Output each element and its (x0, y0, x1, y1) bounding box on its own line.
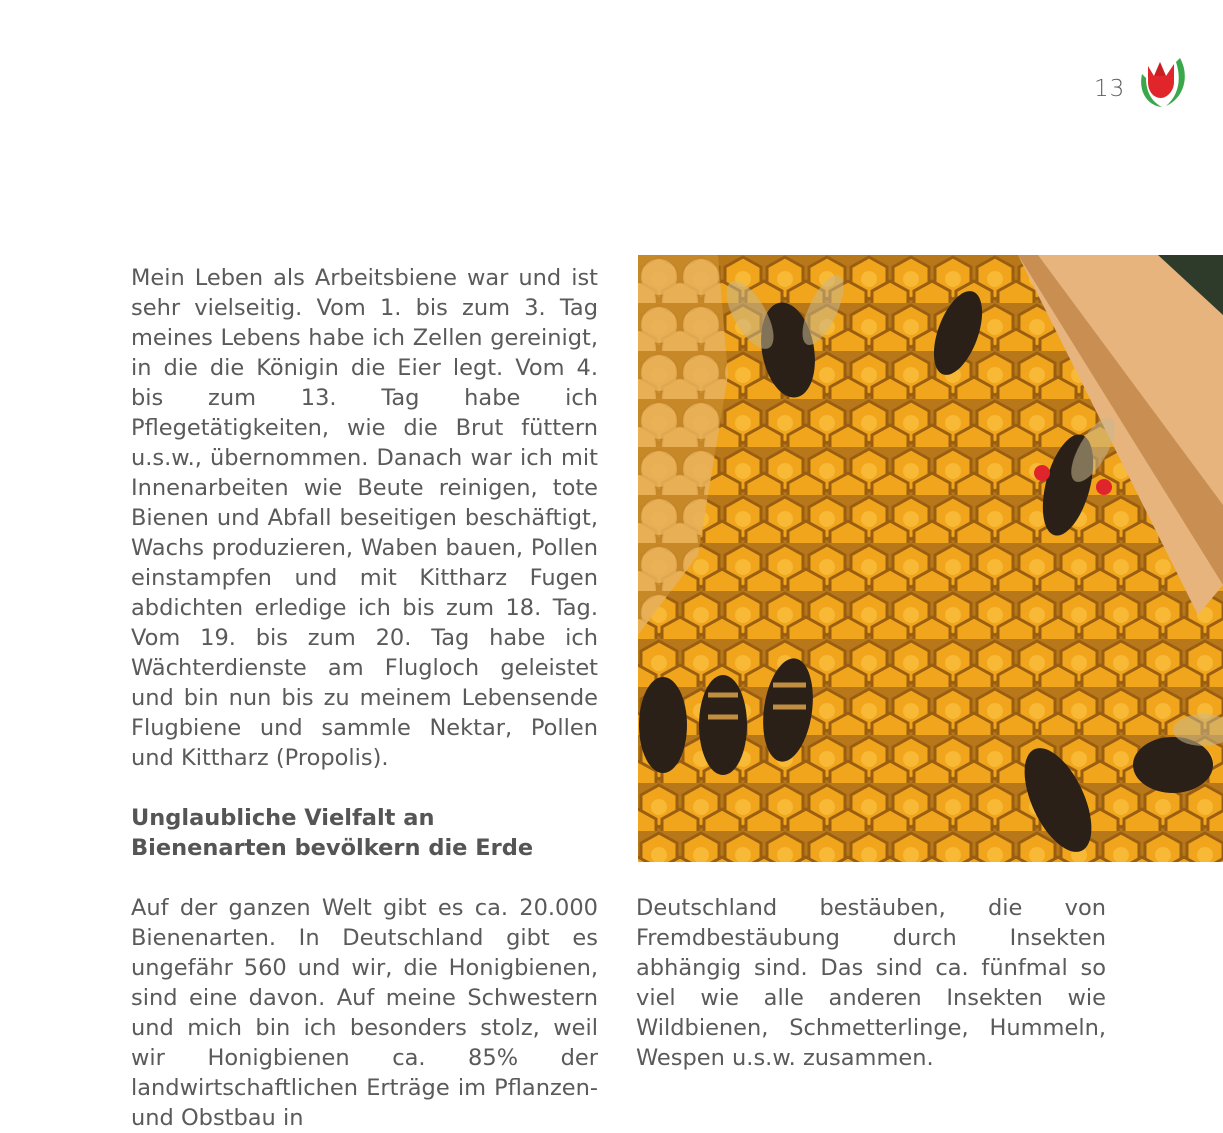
left-column (131, 263, 598, 1133)
body-paragraph-1: Mein Leben als Arbeitsbiene war und ist sehr vielseitig. Vom 1. bis zum 3. Tag meines Lebens habe ich Zellen gereinigt, in die die Königin die Eier legt. Vom 4. bis zum 13. Tag habe ich Pflegetätigkeiten, wie die Brut füttern u.s.w., übernommen. Danach war ich mit Innenarbeiten wie Beute reinigen, tote Bienen und Abfall beseitigen beschäftigt, Wachs produzieren, Waben bauen, Pollen einstampfen und mit Kittharz Fugen abdichten erledige ich bis zum 18. Tag. Vom 19. bis zum 20. Tag habe ich Wächterdienste am Flugloch geleistet und bin nun bis zu meinem Lebensende Flugbiene und sammle Nektar, Pollen und Kittharz (Propolis). (131, 265, 598, 771)
tulip-logo-icon (1136, 52, 1188, 110)
body-paragraph-2: Auf der ganzen Welt gibt es ca. 20.000 Bienenarten. In Deutschland gibt es ungefähr 560 und wir, die Honigbienen, sind eine davon. Auf meine Schwestern und mich bin ich besonders stolz, weil wir Honigbienen ca. 85% der landwirtschaftlichen Erträge im Pflanzen- und Obstbau in (131, 895, 598, 1131)
right-column (636, 893, 1106, 1073)
honeycomb-bees-photo (638, 255, 1223, 862)
page-number: 13 (1094, 76, 1126, 102)
body-paragraph-3: Deutschland bestäuben, die von Fremdbestäubung durch Insekten abhängig sind. Das sind ca. fünfmal so viel wie alle anderen Insekten wie Wildbienen, Schmetterlinge, Hummeln, Wespen u.s.w. zusammen. (636, 895, 1106, 1071)
section-heading: Unglaubliche Vielfalt an Bienenarten bevölkern die Erde (131, 805, 534, 861)
